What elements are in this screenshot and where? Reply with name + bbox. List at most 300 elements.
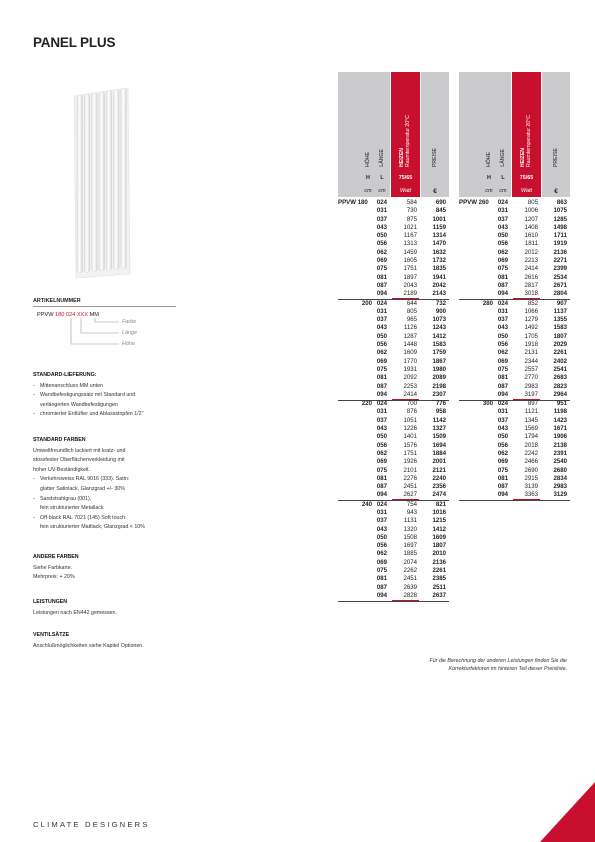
row-length: 024 — [376, 500, 387, 508]
row-length: 043 — [376, 324, 387, 332]
radiator-illustration — [70, 86, 132, 280]
row-watt: 1609 — [403, 349, 417, 357]
row-price: 1509 — [432, 433, 446, 441]
table-row — [459, 316, 570, 324]
row-watt: 1207 — [524, 215, 538, 223]
brand-logo-text: CLIMATE DESIGNERS — [33, 820, 150, 829]
row-watt: 2451 — [403, 575, 417, 583]
row-price: 2540 — [553, 458, 567, 466]
row-price: 2029 — [553, 341, 567, 349]
row-model: 220 — [361, 400, 372, 408]
row-price: 2402 — [553, 357, 567, 365]
info-line: - Wandbefestigungssatz mit Standard und — [33, 391, 183, 401]
row-length: 037 — [497, 316, 508, 324]
row-price: 2823 — [553, 382, 567, 390]
row-price: 2683 — [553, 374, 567, 382]
row-price: 2474 — [432, 491, 446, 499]
table-row — [338, 542, 449, 550]
row-watt: 2451 — [403, 483, 417, 491]
table-row — [338, 400, 449, 408]
info-section — [33, 553, 183, 583]
row-length: 043 — [497, 324, 508, 332]
row-model: 200 — [361, 299, 372, 307]
table-row — [459, 265, 570, 273]
row-price: 2541 — [553, 365, 567, 373]
row-watt: 3363 — [524, 491, 538, 499]
row-price: 958 — [435, 408, 446, 416]
table-row — [338, 207, 449, 215]
row-length: 094 — [376, 491, 387, 499]
info-line: glatter Satinlack, Glanzgrad +/- 30% — [40, 485, 125, 492]
info-section — [33, 631, 183, 651]
row-price: 2261 — [432, 567, 446, 575]
table-row — [338, 308, 449, 316]
row-price: 1609 — [432, 533, 446, 541]
legend-color: Farbe — [122, 319, 137, 325]
row-length: 024 — [376, 299, 387, 307]
row-length: 031 — [497, 408, 508, 416]
row-length: 062 — [376, 248, 387, 256]
row-price: 1583 — [432, 341, 446, 349]
table-row — [459, 442, 570, 450]
price-table-right — [459, 72, 570, 501]
row-price: 1919 — [553, 240, 567, 248]
row-price: 2307 — [432, 390, 446, 398]
header-euro-unit: € — [554, 188, 558, 195]
header-price-column — [542, 72, 570, 197]
row-watt: 805 — [527, 199, 538, 206]
radiator-tube — [77, 95, 83, 273]
row-price: 2240 — [432, 474, 446, 482]
row-watt: 2344 — [524, 357, 538, 365]
row-price: 2637 — [432, 591, 446, 599]
header-laenge-label: LÄNGE — [379, 149, 385, 167]
header-watt-unit: Watt — [400, 188, 411, 194]
article-code-suffix: MM — [89, 312, 99, 318]
header-heizen-title: HEIZEN — [399, 147, 405, 167]
row-watt: 1508 — [403, 533, 417, 541]
footnote-line: Für die Berechnung der anderen Leistungen finden Sie die — [429, 658, 567, 664]
row-price: 1759 — [432, 349, 446, 357]
info-line: Siehe Farbkarte. — [33, 564, 73, 571]
row-length: 043 — [376, 223, 387, 231]
row-watt: 1287 — [403, 332, 417, 340]
row-watt: 2627 — [403, 491, 417, 499]
row-length: 069 — [497, 458, 508, 466]
row-price: 1632 — [432, 248, 446, 256]
row-watt: 1313 — [403, 240, 417, 248]
page-title: PANEL PLUS — [33, 35, 116, 50]
table-row — [338, 341, 449, 349]
footnote-line: Korrekturfaktoren im hinteren Teil dieser Preisliste. — [448, 666, 567, 672]
article-code-prefix: PPVW — [37, 312, 54, 318]
row-watt: 2018 — [524, 441, 538, 449]
table-row — [459, 274, 570, 282]
header-heating-column — [512, 72, 541, 197]
table-row — [459, 300, 570, 308]
row-length: 075 — [376, 265, 387, 273]
row-length: 037 — [497, 215, 508, 223]
corner-triangle — [540, 782, 595, 842]
row-price: 1001 — [432, 215, 446, 223]
table-row — [459, 400, 570, 408]
row-length: 087 — [376, 382, 387, 390]
table-row — [459, 257, 570, 265]
row-length: 094 — [497, 290, 508, 298]
row-length: 081 — [497, 273, 508, 281]
row-length: 087 — [376, 583, 387, 591]
info-section-heading: LEISTUNGEN — [33, 599, 68, 605]
row-price: 2042 — [432, 281, 446, 289]
row-watt: 1121 — [524, 408, 538, 416]
row-price: 1412 — [432, 332, 446, 340]
row-price: 2983 — [553, 483, 567, 491]
table-row — [338, 282, 449, 290]
row-price: 1215 — [432, 517, 446, 525]
row-watt: 700 — [406, 400, 417, 408]
info-line: hoher UV-Beständigkeit. — [33, 466, 91, 473]
table-body — [338, 199, 449, 601]
row-length: 037 — [497, 416, 508, 424]
row-watt: 2092 — [403, 374, 417, 382]
row-length: 050 — [497, 433, 508, 441]
legend-connector-lines — [37, 318, 127, 352]
row-watt: 2242 — [524, 449, 538, 457]
row-price: 1941 — [432, 273, 446, 281]
table-row — [338, 216, 449, 224]
table-row — [338, 584, 449, 592]
row-watt: 1697 — [403, 542, 417, 550]
row-price: 1498 — [553, 223, 567, 231]
table-row — [338, 265, 449, 273]
row-length: 031 — [376, 307, 387, 315]
info-section — [33, 371, 183, 420]
row-price: 1142 — [432, 416, 446, 424]
row-length: 050 — [497, 232, 508, 240]
row-watt: 2466 — [524, 458, 538, 466]
row-length: 050 — [376, 232, 387, 240]
row-length: 081 — [376, 474, 387, 482]
row-price: 1285 — [553, 215, 567, 223]
header-cm-unit: cm — [499, 188, 507, 194]
header-heating-column — [391, 72, 420, 197]
table-header — [338, 72, 449, 197]
row-length: 094 — [376, 591, 387, 599]
table-row — [338, 374, 449, 382]
header-cm-unit: cm — [378, 188, 386, 194]
row-watt: 965 — [406, 316, 417, 324]
radiator-tube — [92, 93, 98, 272]
row-price: 1671 — [553, 425, 567, 433]
table-row — [459, 249, 570, 257]
table-body — [459, 199, 570, 501]
row-price: 1470 — [432, 240, 446, 248]
row-watt: 1401 — [403, 433, 417, 441]
info-line: - Verkehrsweiss RAL 9016 (333). Satin: — [33, 475, 183, 485]
table-row — [338, 475, 449, 483]
info-line: Leistungen nach EN442 gemessen. — [33, 609, 117, 616]
row-length: 050 — [376, 433, 387, 441]
table-row — [338, 417, 449, 425]
radiator-tube — [114, 90, 120, 270]
row-watt: 805 — [406, 307, 417, 315]
row-price: 1906 — [553, 433, 567, 441]
header-heizen-label — [520, 115, 532, 167]
row-price: 1583 — [553, 324, 567, 332]
row-watt: 1811 — [524, 240, 538, 248]
row-watt: 1569 — [524, 425, 538, 433]
row-watt: 2043 — [403, 281, 417, 289]
row-watt: 2131 — [524, 349, 538, 357]
row-model: PPVW 260 — [459, 199, 489, 206]
row-length: 069 — [497, 257, 508, 265]
header-l-label: L — [380, 175, 384, 181]
row-watt: 2262 — [403, 567, 417, 575]
row-length: 037 — [376, 215, 387, 223]
table-row — [459, 450, 570, 458]
row-length: 031 — [376, 207, 387, 215]
row-length: 024 — [376, 199, 387, 206]
row-length: 075 — [376, 466, 387, 474]
row-length: 081 — [376, 575, 387, 583]
table-row — [459, 349, 570, 357]
legend-length: Länge — [122, 330, 137, 336]
table-row — [338, 358, 449, 366]
info-section-heading: STANDARD FARBEN — [33, 437, 86, 443]
info-line: - Off-black RAL 7021 (145) Soft touch: — [33, 514, 183, 524]
row-watt: 644 — [406, 299, 417, 307]
row-price: 2010 — [432, 550, 446, 558]
row-watt: 2817 — [524, 281, 538, 289]
row-watt: 1131 — [403, 517, 417, 525]
row-length: 062 — [497, 349, 508, 357]
row-watt: 1226 — [403, 425, 417, 433]
row-length: 094 — [376, 390, 387, 398]
table-row — [459, 216, 570, 224]
group-separator — [459, 500, 570, 501]
row-price: 1073 — [432, 316, 446, 324]
row-watt: 754 — [406, 500, 417, 508]
header-h-label: H — [487, 175, 491, 181]
row-length: 037 — [376, 316, 387, 324]
article-legend — [37, 318, 176, 352]
row-price: 1016 — [432, 508, 446, 516]
row-price: 2680 — [553, 466, 567, 474]
table-row — [459, 467, 570, 475]
row-price: 951 — [556, 400, 567, 408]
row-price: 2136 — [432, 558, 446, 566]
row-price: 1137 — [553, 307, 567, 315]
table-row — [459, 417, 570, 425]
row-watt: 1345 — [524, 416, 538, 424]
price-table-left — [338, 72, 449, 601]
table-row — [459, 308, 570, 316]
table-row — [338, 199, 449, 207]
table-row — [338, 349, 449, 357]
row-price: 2834 — [553, 474, 567, 482]
row-length: 094 — [376, 290, 387, 298]
row-watt: 2101 — [403, 466, 417, 474]
header-h-label: H — [366, 175, 370, 181]
row-watt: 584 — [406, 199, 417, 206]
row-length: 075 — [497, 365, 508, 373]
row-watt: 2770 — [524, 374, 538, 382]
row-price: 1732 — [432, 257, 446, 265]
info-section-heading: ANDERE FARBEN — [33, 554, 79, 560]
table-row — [338, 559, 449, 567]
row-price: 821 — [435, 500, 446, 508]
row-price: 690 — [435, 199, 446, 206]
header-euro-unit: € — [433, 188, 437, 195]
header-dimensions-column — [459, 72, 511, 197]
row-watt: 1610 — [524, 232, 538, 240]
row-length: 069 — [497, 357, 508, 365]
table-row — [338, 232, 449, 240]
table-row — [459, 458, 570, 466]
table-row — [338, 257, 449, 265]
row-price: 1711 — [553, 232, 567, 240]
table-row — [459, 207, 570, 215]
table-row — [338, 433, 449, 441]
radiator-tube — [106, 91, 112, 271]
table-row — [338, 383, 449, 391]
row-length: 037 — [376, 517, 387, 525]
header-hoehe-label: HÖHE — [365, 152, 371, 167]
row-price: 907 — [556, 299, 567, 307]
row-watt: 2414 — [403, 390, 417, 398]
table-row — [338, 467, 449, 475]
row-watt: 1051 — [403, 416, 417, 424]
row-length: 081 — [497, 374, 508, 382]
table-row — [459, 374, 570, 382]
row-length: 087 — [376, 281, 387, 289]
radiator-tube — [121, 88, 127, 268]
info-line: stossfester Oberflächenverkleidung mit — [33, 457, 125, 464]
table-row — [459, 333, 570, 341]
row-length: 037 — [376, 416, 387, 424]
article-number-block — [33, 298, 176, 352]
row-watt: 2690 — [524, 466, 538, 474]
table-row — [459, 199, 570, 207]
table-row — [459, 341, 570, 349]
table-row — [459, 232, 570, 240]
row-watt: 2414 — [524, 265, 538, 273]
row-price: 863 — [556, 199, 567, 206]
row-price: 1412 — [432, 525, 446, 533]
header-heizen-label — [399, 115, 411, 167]
row-length: 024 — [497, 400, 508, 408]
row-watt: 1576 — [403, 441, 417, 449]
table-row — [338, 324, 449, 332]
row-length: 094 — [497, 390, 508, 398]
row-price: 1243 — [432, 324, 446, 332]
table-row — [459, 475, 570, 483]
info-line: Mehrpreis: + 20% — [33, 574, 75, 581]
row-length: 031 — [497, 207, 508, 215]
row-price: 2385 — [432, 575, 446, 583]
row-model: PPVW 180 — [338, 199, 368, 206]
info-section — [33, 436, 183, 533]
article-number-heading: ARTIKELNUMMER — [33, 298, 176, 307]
row-price: 1867 — [432, 357, 446, 365]
row-watt: 1320 — [403, 525, 417, 533]
row-length: 081 — [376, 374, 387, 382]
row-watt: 1897 — [403, 273, 417, 281]
row-length: 056 — [497, 240, 508, 248]
radiator-tube — [99, 92, 105, 271]
row-length: 069 — [376, 357, 387, 365]
info-line: - chromierter Entlüfter und Ablassstopfen 1/2" — [33, 410, 183, 420]
legend-height: Höhe — [122, 341, 135, 347]
table-row — [459, 240, 570, 248]
row-price: 776 — [435, 400, 446, 408]
table-row — [338, 316, 449, 324]
row-watt: 2189 — [403, 290, 417, 298]
row-length: 050 — [497, 332, 508, 340]
row-watt: 2616 — [524, 273, 538, 281]
row-length: 087 — [497, 483, 508, 491]
row-length: 075 — [497, 466, 508, 474]
row-length: 043 — [497, 223, 508, 231]
table-row — [459, 358, 570, 366]
row-watt: 2012 — [524, 248, 538, 256]
row-watt: 1751 — [403, 265, 417, 273]
row-watt: 1794 — [524, 433, 538, 441]
row-price: 2356 — [432, 483, 446, 491]
table-row — [338, 408, 449, 416]
row-length: 087 — [376, 483, 387, 491]
row-price: 2964 — [553, 390, 567, 398]
info-line: Umweltfreundlich lackiert mit kratz- und — [33, 447, 126, 454]
row-price: 2804 — [553, 290, 567, 298]
header-heizen-subtitle: Raumtemperatur 20°C — [405, 115, 411, 167]
row-price: 900 — [435, 307, 446, 315]
row-watt: 1279 — [524, 316, 538, 324]
row-watt: 2557 — [524, 365, 538, 373]
table-row — [459, 324, 570, 332]
row-watt: 1751 — [403, 449, 417, 457]
info-line: verlängerten Wandbefestigungen — [40, 401, 118, 408]
row-length: 056 — [497, 341, 508, 349]
row-price: 1884 — [432, 449, 446, 457]
table-row — [459, 383, 570, 391]
info-section-heading: VENTILSÄTZE — [33, 632, 70, 638]
header-dimensions-column — [338, 72, 390, 197]
row-price: 1807 — [432, 542, 446, 550]
row-length: 062 — [497, 449, 508, 457]
row-price: 2534 — [553, 273, 567, 281]
row-watt: 1126 — [403, 324, 417, 332]
row-price: 2001 — [432, 458, 446, 466]
header-l-label: L — [501, 175, 505, 181]
table-row — [459, 282, 570, 290]
row-length: 056 — [376, 542, 387, 550]
row-length: 056 — [376, 441, 387, 449]
row-price: 1355 — [553, 316, 567, 324]
row-length: 062 — [497, 248, 508, 256]
row-watt: 1448 — [403, 341, 417, 349]
table-row — [338, 224, 449, 232]
row-watt: 1770 — [403, 357, 417, 365]
row-length: 094 — [497, 491, 508, 499]
row-price: 1327 — [432, 425, 446, 433]
header-price-column — [421, 72, 449, 197]
table-row — [338, 442, 449, 450]
row-watt: 1885 — [403, 550, 417, 558]
row-length: 050 — [376, 533, 387, 541]
row-watt: 2828 — [403, 591, 417, 599]
row-length: 024 — [376, 400, 387, 408]
